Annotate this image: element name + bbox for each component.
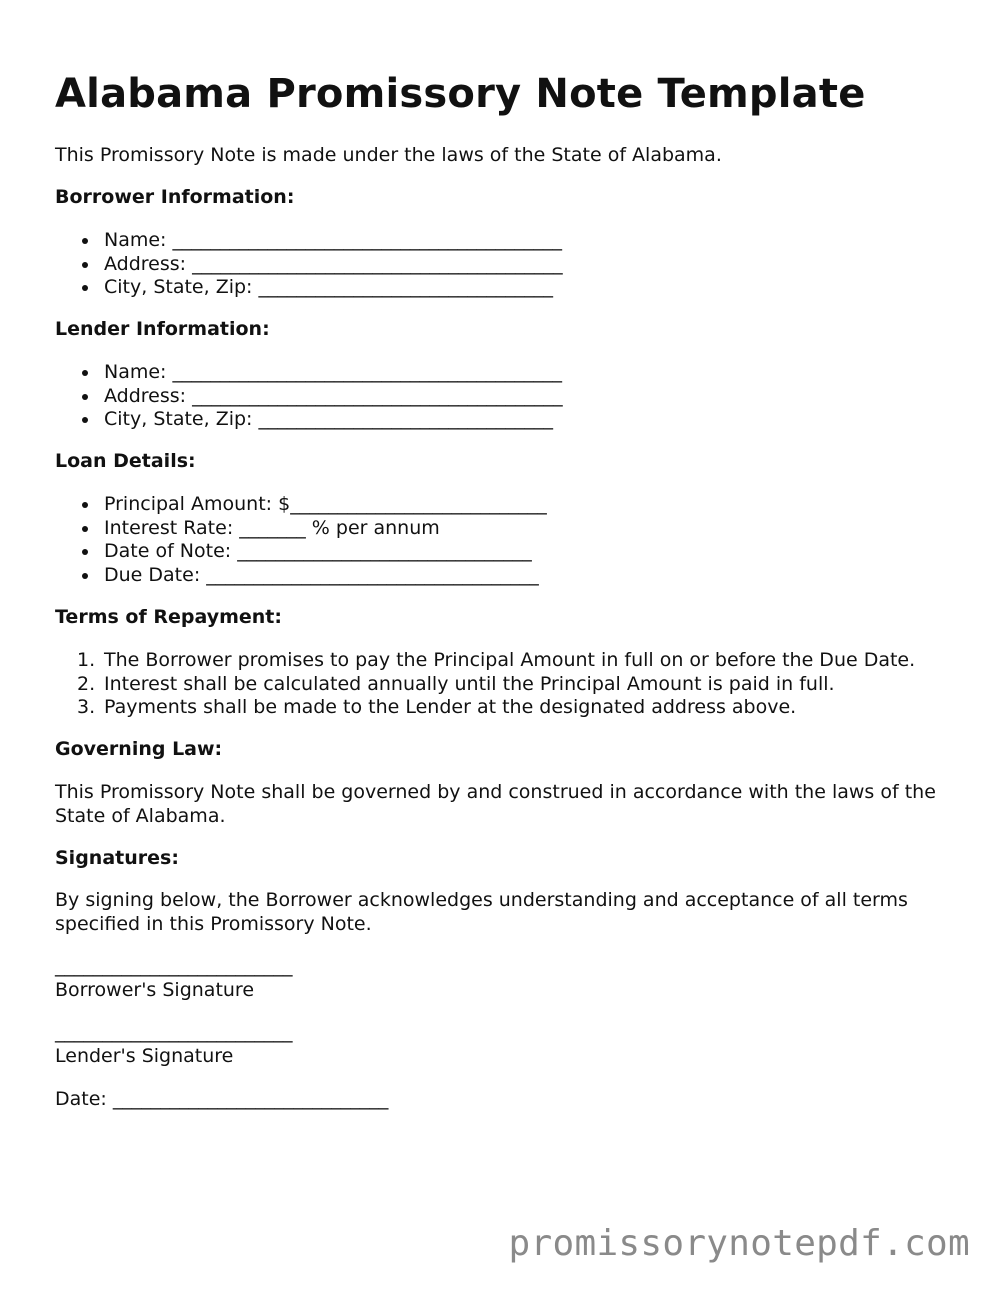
watermark: promissorynotepdf.com <box>508 1223 970 1264</box>
lender-address-field: Address: _______________________________________ <box>55 385 563 409</box>
term-text: Payments shall be made to the Lender at the designated address above. <box>104 696 797 719</box>
intro-text: This Promissory Note is made under the laws of the State of Alabama. <box>55 144 722 166</box>
signatures-heading: Signatures: <box>55 847 179 869</box>
governing-law-heading: Governing Law: <box>55 738 223 760</box>
term-item <box>55 696 915 720</box>
term-number: 3. <box>77 696 96 719</box>
borrower-signature-line: _________________________ <box>55 955 293 977</box>
governing-law-text: This Promissory Note shall be governed by and construed in accordance with the laws of the State of Alabama. <box>55 781 936 827</box>
borrower-address-field: Address: _______________________________________ <box>55 253 563 277</box>
term-item <box>55 649 915 673</box>
lender-heading: Lender Information: <box>55 318 270 340</box>
lender-signature-label: Lender's Signature <box>55 1045 234 1067</box>
lender-list <box>55 361 563 432</box>
terms-list <box>55 649 915 720</box>
borrower-list <box>55 229 563 300</box>
lender-city-state-zip-field: City, State, Zip: _______________________________ <box>55 408 563 432</box>
loan-details-heading: Loan Details: <box>55 450 196 472</box>
term-number: 1. <box>77 649 96 671</box>
borrower-signature-label: Borrower's Signature <box>55 979 255 1001</box>
borrower-city-state-zip-field: City, State, Zip: _______________________________ <box>55 276 563 300</box>
principal-amount-field: Principal Amount: $___________________________ <box>55 493 547 517</box>
terms-heading: Terms of Repayment: <box>55 606 282 628</box>
term-number: 2. <box>77 672 96 695</box>
interest-rate-field: Interest Rate: _______ % per annum <box>55 517 547 541</box>
term-item <box>55 673 915 697</box>
borrower-name-field: Name: _________________________________________ <box>55 229 563 253</box>
signature-date-field: Date: _____________________________ <box>55 1088 389 1110</box>
term-text: Interest shall be calculated annually until the Principal Amount is paid in full. <box>104 672 835 695</box>
due-date-field: Due Date: ___________________________________ <box>55 564 547 588</box>
document-title: Alabama Promissory Note Template <box>55 71 866 117</box>
signatures-text: By signing below, the Borrower acknowledges understanding and acceptance of all terms specified in this Promissory Note. <box>55 889 908 935</box>
lender-name-field: Name: _________________________________________ <box>55 361 563 385</box>
loan-details-list <box>55 493 547 588</box>
term-text: The Borrower promises to pay the Principal Amount in full on or before the Due Date. <box>104 649 916 671</box>
date-of-note-field: Date of Note: _______________________________ <box>55 540 547 564</box>
borrower-heading: Borrower Information: <box>55 186 295 208</box>
lender-signature-line: _________________________ <box>55 1021 293 1043</box>
